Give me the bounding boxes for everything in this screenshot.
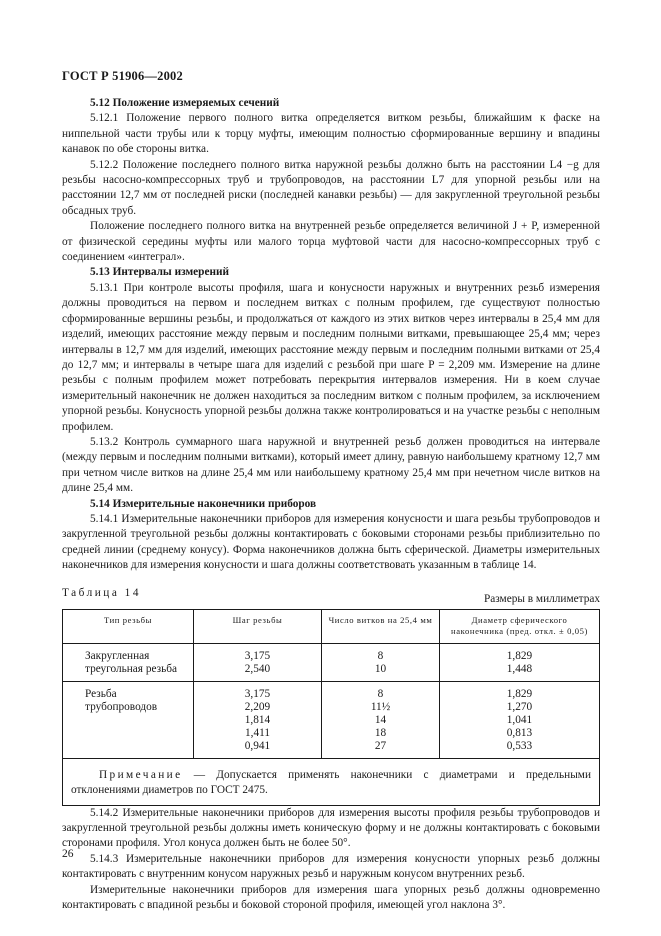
paragraph-5-13-1: 5.13.1 При контроле высоты профиля, шага и конусности наружных и внутренних резьб измерения должны проводиться на первом и последнем витках с полным профилем, где существуют полностью сформированные вершины резьбы, и продолжаться от каждого из этих витков через интервалы в 25,4 мм для изделий, имеющих расстояние между первым и последним полными витками, превышающее 25,4 мм; через интервалы в 12,7 мм для изделий, имеющих расстояние между первым и последним полными витками от 25,4 до 12,7 мм; и интервалы в четыре шага для изделий с резьбой при шаге P = 2,209 мм. Измерение на длине резьбы с полным профилем может потребовать перекрытия интервалов измерения. Ни в коем случае измерительный наконечник не должен находиться за последним витком с полным профилем, за исключением упорной резьбы. Конусность упорной резьбы должна также контролироваться и на участке резьбы с неполным профилем.	[62, 281, 600, 433]
paragraph-5-14-2: 5.14.2 Измерительные наконечники приборов для измерения высоты профиля резьбы трубопроводов и закругленной треугольной резьбы должны иметь коническую форму и не должны контактировать с боковыми сторонами профиля. Угол конуса должен быть не более 50°.	[62, 806, 600, 850]
pitch-value: 3,175	[244, 687, 271, 700]
document-body	[62, 96, 600, 913]
section-5-13-title: 5.13 Интервалы измерений	[90, 266, 229, 279]
page-number: 26	[62, 848, 74, 860]
table-units: Размеры в миллиметрах	[483, 592, 600, 605]
diameter-value: 1,829	[506, 687, 533, 700]
turns-value: 8	[377, 687, 384, 700]
paragraph-5-13-2: 5.13.2 Контроль суммарного шага наружной и внутренней резьб должен проводиться на интервале (между первым и последним полными витками), который имеет длину, равную наибольшему кратному 12,7 мм при четном числе витков на длине 25,4 мм или наибольшему кратному 25,4 мм при нечетном числе витков на длине 25,4 мм.	[62, 435, 600, 495]
header-thread-type: Тип резьбы	[63, 609, 194, 643]
pitch-value: 0,941	[244, 739, 271, 752]
paragraph-5-14-3-cont: Измерительные наконечники приборов для измерения шага упорных резьб должны одновременно контактировать с впадиной резьбы и боковой стороной профиля, имеющей угол наклона 3°.	[62, 883, 600, 912]
paragraph-5-14-1: 5.14.1 Измерительные наконечники приборов для измерения конусности и шага резьбы трубопроводов и закругленной треугольной резьбы должны контактировать с боковыми сторонами резьбы приблизительно по средней линии (среднему конусу). Форма наконечников должна быть сферической. Диаметры измерительных наконечников для измерения конусности и шага должны соответствовать указанным в таблице 14.	[62, 512, 600, 572]
row-thread-type: Закругленная треугольная резьба	[63, 643, 194, 681]
pitch-value: 1,814	[244, 713, 271, 726]
diameter-value: 1,829	[506, 649, 533, 662]
table-caption	[62, 586, 600, 605]
diameter-value: 0,533	[506, 739, 533, 752]
diameter-value: 0,813	[506, 726, 533, 739]
pitch-value: 3,175	[244, 649, 271, 662]
note-text: — Допускается применять наконечники с диаметрами и предельными отклонениями диаметров по ГОСТ 2475.	[71, 768, 591, 796]
paragraph-5-12-2-cont: Положение последнего полного витка на внутренней резьбе определяется величиной J + P, измеренной от физической середины муфты или малого торца муфтовой части для насосно-компрессорных труб с соединением «интеграл».	[62, 220, 600, 264]
document-header: ГОСТ Р 51906—2002	[62, 69, 183, 83]
turns-value: 10	[374, 662, 387, 675]
turns-value: 18	[374, 726, 387, 739]
row-diameter-cell	[440, 643, 600, 681]
turns-value: 8	[377, 649, 384, 662]
row-pitch-cell	[194, 643, 322, 681]
row-turns-cell	[322, 643, 440, 681]
pitch-value: 2,209	[244, 700, 271, 713]
turns-value: 14	[374, 713, 387, 726]
table-header-row	[63, 609, 600, 643]
table-label: Таблица 14	[62, 586, 141, 599]
paragraph-5-12-1: 5.12.1 Положение первого полного витка определяется витком резьбы, ближайшим к фаске на ниппельной части трубы или к торцу муфты, имеющим полностью сформированные вершину и впадины канавок по обе стороны витка.	[62, 112, 600, 156]
diameter-value: 1,270	[506, 700, 533, 713]
header-diameter: Диаметр сферического наконечника (пред. откл. ± 0,05)	[440, 609, 600, 643]
pitch-value: 1,411	[245, 726, 270, 739]
table-row	[63, 643, 600, 681]
section-5-12-title: 5.12 Положение измеряемых сечений	[90, 97, 280, 109]
table-note-row	[63, 758, 600, 805]
turns-value: 27	[374, 739, 387, 752]
paragraph-5-12-2: 5.12.2 Положение последнего полного витка наружной резьбы должно быть на расстоянии L4 −g для резьбы насосно-компрессорных труб и трубопроводов, на расстоянии L7 для упорной резьбы или на расстоянии 12,7 мм от последней риски (последней канавки резьбы) — для закругленной треугольной резьбы обсадных труб.	[62, 158, 600, 217]
turns-value: 11½	[370, 700, 391, 713]
diameter-value: 1,448	[506, 662, 533, 675]
section-5-14-title: 5.14 Измерительные наконечники приборов	[90, 497, 317, 510]
table-row	[63, 681, 600, 758]
table-note	[63, 758, 600, 805]
table-14	[62, 609, 600, 806]
row-thread-type: Резьба трубопроводов	[63, 681, 194, 758]
row-turns-cell	[322, 681, 440, 758]
pitch-value: 2,540	[244, 662, 271, 675]
header-pitch: Шаг резьбы	[194, 609, 322, 643]
row-pitch-cell	[194, 681, 322, 758]
header-turns: Число витков на 25,4 мм	[322, 609, 440, 643]
diameter-value: 1,041	[506, 713, 533, 726]
note-label: Примечание	[99, 768, 183, 781]
row-diameter-cell	[440, 681, 600, 758]
paragraph-5-14-3: 5.14.3 Измерительные наконечники приборов для измерения конусности упорных резьб должны контактировать с внутренним конусом наружных резьб и наружным конусом внутренних резьб.	[62, 852, 600, 881]
